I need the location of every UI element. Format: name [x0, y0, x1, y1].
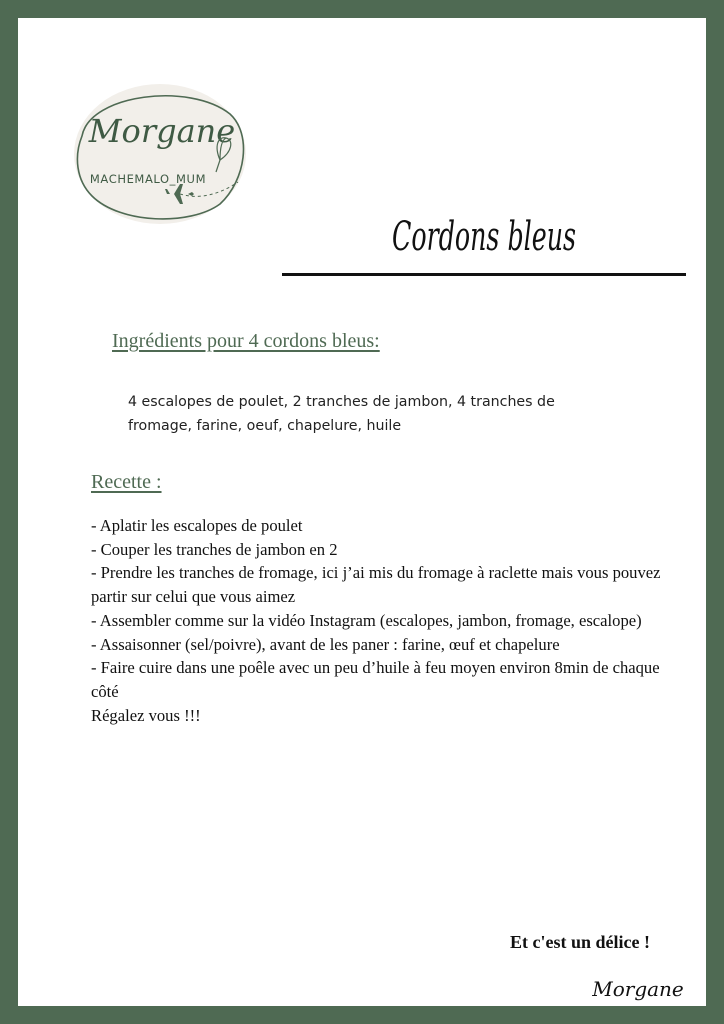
closing-note: Et c'est un délice !	[510, 932, 650, 952]
recipe-steps	[91, 514, 681, 727]
ingredients-text: 4 escalopes de poulet, 2 tranches de jambon, 4 tranches de fromage, farine, oeuf, chapelure, huile	[128, 394, 555, 434]
recipe-step: - Aplatir les escalopes de poulet	[91, 516, 303, 535]
recipe-step: - Assaisonner (sel/poivre), avant de les paner : farine, œuf et chapelure	[91, 634, 560, 654]
recipe-step: - Assembler comme sur la vidéo Instagram (escalopes, jambon, fromage, escalope)	[91, 610, 642, 630]
recipe-heading: Recette :	[91, 471, 162, 493]
ingredients-heading: Ingrédients pour 4 cordons bleus:	[112, 330, 380, 352]
title-area	[282, 198, 686, 278]
logo-handle: MACHEMALO_MUM	[89, 172, 207, 186]
recipe-step: - Prendre les tranches de fromage, ici j’ai mis du fromage à raclette mais vous pouvez partir sur celui que vous aimez	[91, 563, 661, 607]
logo	[70, 76, 250, 228]
recipe-step: - Faire cuire dans une poêle avec un peu d’huile à feu moyen environ 8min de chaque côté	[91, 658, 660, 701]
recipe-card	[18, 18, 706, 1006]
page-title-text: Cordons bleus	[392, 214, 576, 260]
title-underline	[282, 273, 686, 276]
signature	[590, 964, 686, 1012]
recipe-step: Régalez vous !!!	[91, 705, 201, 725]
logo-name: Morgane	[88, 112, 236, 150]
page-title	[282, 198, 686, 274]
recipe-step: - Couper les tranches de jambon en 2	[91, 539, 338, 559]
signature-text: Morgane	[592, 977, 684, 1001]
